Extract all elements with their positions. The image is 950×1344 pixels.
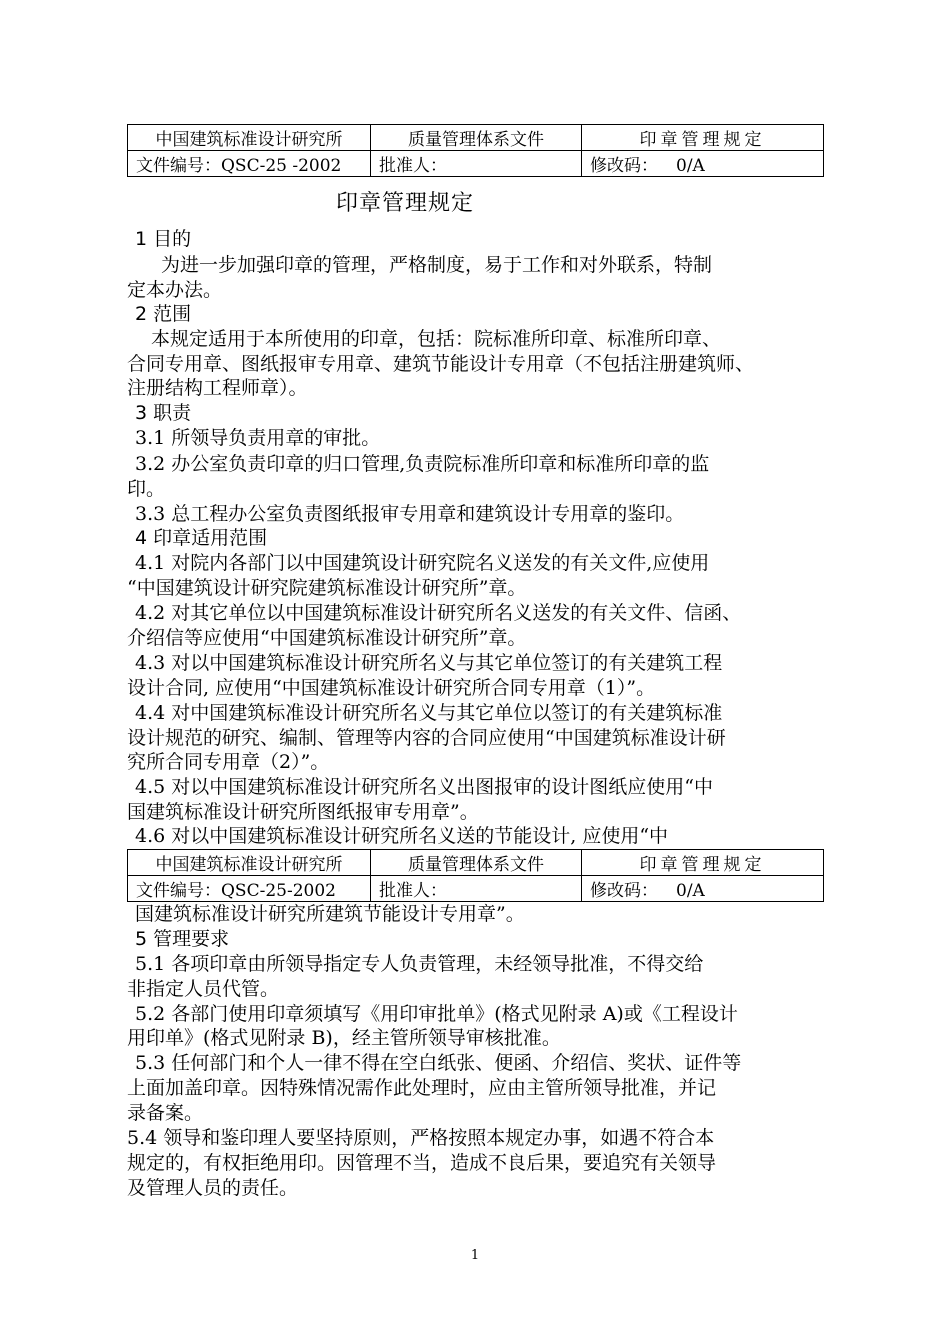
paragraph-line: 印。 [127, 478, 166, 500]
paragraph-line: “中国建筑设计研究院建筑标准设计研究所”章。 [127, 577, 527, 599]
paragraph-line: 5.3 任何部门和个人一律不得在空白纸张、便函、介绍信、奖状、证件等 [135, 1052, 742, 1074]
paragraph-line: 3.2 办公室负责印章的归口管理,负责院标准所印章和标准所印章的监 [135, 453, 710, 475]
paragraph-line: 5.1 各项印章由所领导指定专人负责管理，未经领导批准，不得交给 [135, 953, 704, 975]
header-approver: 批准人： [371, 876, 582, 902]
header-revision: 修改码： 0/A [582, 876, 824, 902]
paragraph-line: 国建筑标准设计研究所图纸报审专用章”。 [127, 801, 479, 823]
header-table-top [127, 124, 824, 177]
section-heading: 5 管理要求 [135, 928, 230, 950]
paragraph-line: 3.3 总工程办公室负责图纸报审专用章和建筑设计专用章的鉴印。 [135, 503, 685, 525]
paragraph-line: 究所合同专用章（2）”。 [127, 751, 330, 773]
header-revision: 修改码： 0/A [582, 151, 824, 177]
header-file-no: 文件编号：QSC-25-2002 [128, 876, 371, 902]
section-heading: 3 职责 [135, 402, 192, 424]
page-number: 1 [470, 1248, 480, 1263]
paragraph-line: 4.4 对中国建筑标准设计研究所名义与其它单位以签订的有关建筑标准 [135, 702, 723, 724]
paragraph-line: 录备案。 [127, 1102, 204, 1124]
paragraph-line: 5.2 各部门使用印章须填写《用印审批单》(格式见附录 A)或《工程设计 [135, 1003, 738, 1025]
paragraph-line: 4.1 对院内各部门以中国建筑设计研究院名义送发的有关文件,应使用 [135, 552, 710, 574]
paragraph-line: 上面加盖印章。因特殊情况需作此处理时，应由主管所领导批准，并记 [127, 1077, 717, 1099]
paragraph-line: 设计合同, 应使用“中国建筑标准设计研究所合同专用章（1）”。 [127, 677, 656, 699]
paragraph-line: 本规定适用于本所使用的印章，包括：院标准所印章、标准所印章、 [151, 328, 722, 350]
header-doc-type: 质量管理体系文件 [371, 850, 582, 876]
paragraph-line: 设计规范的研究、编制、管理等内容的合同应使用“中国建筑标准设计研 [127, 727, 726, 749]
header-doc-type: 质量管理体系文件 [371, 125, 582, 151]
section-heading: 2 范围 [135, 303, 192, 325]
paragraph-line: 用印单》(格式见附录 B)，经主管所领导审核批准。 [127, 1027, 561, 1049]
header-org: 中国建筑标准设计研究所 [128, 850, 371, 876]
paragraph-line: 及管理人员的责任。 [127, 1177, 299, 1199]
paragraph-line: 4.6 对以中国建筑标准设计研究所名义送的节能设计, 应使用“中 [135, 825, 669, 847]
paragraph-line: 4.5 对以中国建筑标准设计研究所名义出图报审的设计图纸应使用“中 [135, 776, 713, 798]
header-file-no: 文件编号：QSC-25 -2002 [128, 151, 371, 177]
paragraph-line: 国建筑标准设计研究所建筑节能设计专用章”。 [135, 903, 525, 925]
paragraph-line: 为进一步加强印章的管理，严格制度，易于工作和对外联系，特制 [161, 254, 713, 276]
paragraph-line: 定本办法。 [127, 279, 223, 301]
paragraph-line: 规定的，有权拒绝用印。因管理不当，造成不良后果，要追究有关领导 [127, 1152, 717, 1174]
paragraph-line: 注册结构工程师章）。 [127, 377, 308, 399]
paragraph-line: 5.4 领导和鉴印理人要坚持原则，严格按照本规定办事，如遇不符合本 [127, 1127, 715, 1149]
page-title: 印章管理规定 [335, 191, 474, 216]
header-org: 中国建筑标准设计研究所 [128, 125, 371, 151]
paragraph-line: 合同专用章、图纸报审专用章、建筑节能设计专用章（不包括注册建筑师、 [127, 353, 755, 375]
paragraph-line: 4.3 对以中国建筑标准设计研究所名义与其它单位签订的有关建筑工程 [135, 652, 723, 674]
section-heading: 1 目的 [135, 228, 192, 250]
paragraph-line: 非指定人员代管。 [127, 978, 280, 1000]
paragraph-line: 介绍信等应使用“中国建筑标准设计研究所”章。 [127, 627, 527, 649]
paragraph-line: 4.2 对其它单位以中国建筑标准设计研究所名义送发的有关文件、信函、 [135, 602, 742, 624]
header-table-repeat [127, 849, 824, 902]
section-heading: 4 印章适用范围 [135, 527, 268, 549]
header-doc-title: 印章管理规定 [582, 125, 824, 151]
header-approver: 批准人： [371, 151, 582, 177]
paragraph-line: 3.1 所领导负责用章的审批。 [135, 427, 381, 449]
header-doc-title: 印章管理规定 [582, 850, 824, 876]
